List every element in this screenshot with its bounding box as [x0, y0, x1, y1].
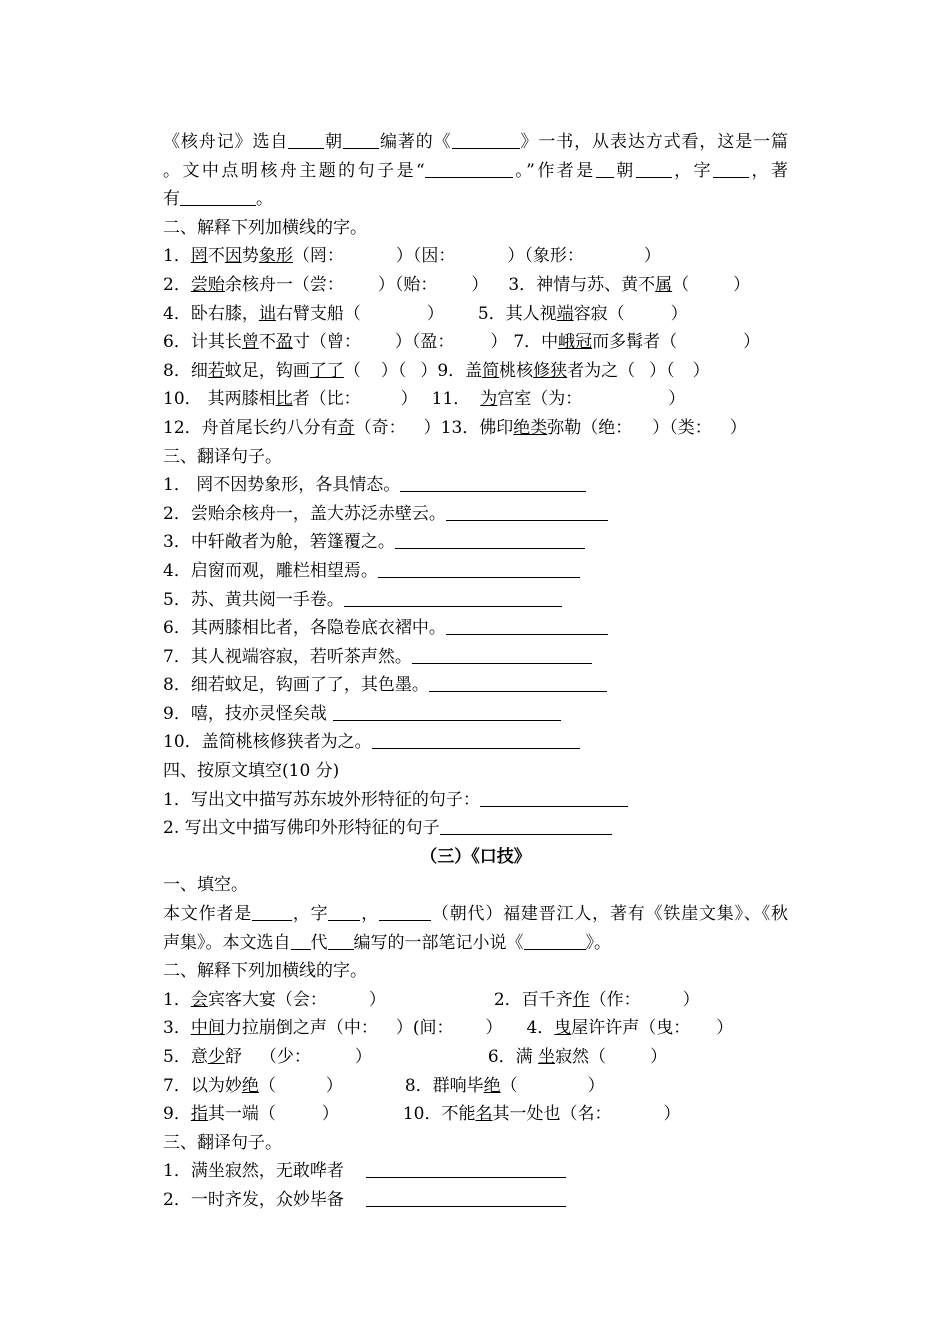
underlined-char: 会	[190, 989, 208, 1010]
explain-row-1	[163, 242, 788, 271]
item-text: 宫室（为：	[497, 389, 583, 410]
underlined-char: 属	[655, 274, 673, 295]
prompt: 2. 写出文中描写佛印外形特征的句子	[163, 818, 440, 839]
kouji-explain-row-2	[163, 1014, 788, 1043]
item-text: 其一端（	[207, 1104, 276, 1125]
item-text: 容寂（	[573, 303, 625, 324]
item-number: 1．	[163, 246, 191, 267]
sentence: 2．尝贻余核舟一，盖大苏泛赤壁云。	[163, 503, 446, 524]
hezhouji-intro-line-3	[163, 185, 788, 214]
translate-row	[163, 1157, 788, 1186]
kouji-explain-row-3	[163, 1043, 788, 1072]
answer-paren: ）	[423, 417, 441, 438]
underlined-char: 了了	[309, 360, 344, 381]
item-text: 不	[207, 246, 225, 267]
item-text: 而多髯者（	[592, 332, 678, 353]
item-text: 蚊足，钩画	[224, 360, 310, 381]
underlined-char: 指	[190, 1104, 208, 1125]
underlined-char: 绝	[241, 1075, 259, 1096]
prompt: 1．写出文中描写苏东坡外形特征的句子：	[163, 789, 480, 810]
sentence: 2．一时齐发，众妙毕备	[163, 1189, 344, 1210]
answer-paren: （作：	[589, 989, 641, 1010]
kouji-explain-row-4	[163, 1072, 788, 1101]
hezhouji-intro-line-1	[163, 128, 788, 157]
sentence: 1． 罔不因势象形，各具情态。	[163, 475, 401, 496]
answer-paren: （	[672, 274, 690, 295]
translate-row	[163, 1186, 788, 1215]
answer-paren: ）	[668, 389, 686, 410]
item-text: 细	[190, 360, 208, 381]
explain-row-4	[163, 328, 788, 357]
answer-paren: ）（	[380, 360, 407, 381]
item-text: 其人视	[505, 303, 557, 324]
intro-text: 朝	[324, 132, 344, 152]
item-number: 7．	[163, 1075, 191, 1096]
answer-paren: （罔：	[292, 246, 344, 267]
underlined-char: 少	[207, 1047, 225, 1067]
answer-blank[interactable]	[429, 673, 607, 692]
intro-text: 声集》。本文选自	[163, 932, 291, 953]
answer-paren: （	[258, 1075, 276, 1096]
underlined-char: 简	[482, 360, 500, 381]
item-text: 意	[190, 1047, 208, 1067]
sentence: 5．苏、黄共阅一手卷。	[163, 589, 344, 610]
section-heading: 三、翻译句子。	[163, 446, 282, 467]
book-blank[interactable]	[452, 130, 520, 149]
underlined-char: 绝类	[513, 417, 548, 438]
intro-text: 《核舟记》选自	[163, 132, 289, 152]
sentence: 8．细若蚊足，钩画了了，其色墨。	[163, 675, 429, 696]
answer-blank[interactable]	[395, 530, 585, 549]
item-number: 9．	[163, 1104, 191, 1125]
answer-blank[interactable]	[446, 616, 608, 635]
intro-text: 有	[163, 189, 180, 210]
section-title: （三）《口技》	[420, 846, 531, 867]
dynasty-blank[interactable]	[379, 902, 431, 921]
explain-row-6	[163, 385, 788, 414]
intro-text: ，著	[749, 160, 789, 181]
underlined-char: 端	[556, 303, 574, 324]
dynasty-blank[interactable]	[291, 931, 311, 950]
underlined-char: 象形	[258, 246, 293, 267]
sentence: 10．盖简桃核修狭者为之。	[163, 732, 372, 753]
intro-text: ，字	[671, 160, 714, 181]
intro-text: 本文作者是	[163, 904, 253, 925]
intro-text: （朝代）福建晋江人，著有《铁崖文集》、《秋	[431, 904, 789, 925]
answer-paren: ）	[716, 1018, 734, 1039]
author-blank[interactable]	[343, 130, 379, 149]
kouji-intro-line-1	[163, 900, 788, 929]
underlined-char: 曾	[241, 332, 259, 353]
translate-row	[163, 500, 788, 529]
explain-row-5	[163, 357, 788, 386]
answer-paren: ）	[587, 1075, 605, 1096]
translate-row	[163, 614, 788, 643]
answer-blank[interactable]	[378, 559, 580, 578]
item-number: 3．	[508, 274, 537, 295]
answer-paren: ）	[729, 417, 747, 438]
item-text: 神情与苏、黄不	[536, 274, 656, 295]
answer-paren: ）(间：	[395, 1018, 454, 1039]
underlined-char: 名	[475, 1104, 493, 1125]
item-text: 弥勒（绝：	[547, 417, 633, 438]
item-text: 者为之（	[567, 360, 636, 381]
sentence: 4．启窗而观，雕栏相望焉。	[163, 560, 378, 581]
translate-row	[163, 671, 788, 700]
fill-row	[163, 814, 788, 843]
answer-paren: ）	[682, 989, 700, 1010]
answer-paren: （	[500, 1075, 518, 1096]
item-number: 10．	[402, 1104, 442, 1125]
translate-row	[163, 700, 788, 729]
underlined-char: 尝	[190, 274, 208, 295]
sentence: 7．其人视端容寂，若听茶声然。	[163, 646, 412, 667]
item-text: 盖	[465, 360, 483, 381]
answer-paren: ）	[420, 360, 438, 381]
author-name-blank[interactable]	[636, 159, 672, 178]
explain-row-2	[163, 271, 788, 300]
item-text: 群响毕	[432, 1075, 484, 1096]
underlined-char: 若	[207, 360, 225, 381]
book-blank[interactable]	[524, 931, 586, 950]
item-text: 舟首尾长约八分有	[201, 417, 338, 438]
item-text: 卧右膝，	[190, 303, 259, 324]
kouji-intro-line-2	[163, 929, 788, 958]
section-heading: 二、解释下列加横线的字。	[163, 961, 367, 982]
author-blank[interactable]	[252, 902, 292, 921]
underlined-char: 中间	[190, 1018, 225, 1039]
intro-text: 。”作者是	[512, 160, 596, 181]
underlined-char: 贻	[207, 274, 225, 295]
intro-text: 编著的《	[379, 132, 452, 152]
item-text: 其一处也（名：	[492, 1104, 612, 1125]
item-number: 4．	[526, 1018, 555, 1039]
underlined-char: 诎	[258, 303, 276, 324]
underlined-char: 绝	[483, 1075, 501, 1096]
answer-blank[interactable]	[446, 502, 608, 521]
item-text: 佛印	[479, 417, 514, 438]
answer-paren: ）	[650, 1047, 668, 1067]
intro-text: 朝	[613, 160, 636, 181]
hezhouji-intro-line-2	[163, 157, 788, 186]
item-number: 7．	[513, 332, 542, 353]
translate-row	[163, 557, 788, 586]
kouji-explain-row-5	[163, 1100, 788, 1129]
answer-paren: ）（类：	[652, 417, 712, 438]
sentence: 3．中轩敞者为舱，箬篷覆之。	[163, 532, 395, 553]
answer-paren: ）（贻：	[377, 274, 438, 295]
item-text: 以为妙	[190, 1075, 242, 1096]
courtesy-name-blank[interactable]	[713, 159, 749, 178]
answer-blank[interactable]	[366, 1159, 566, 1178]
item-text: 者（比：	[292, 389, 361, 410]
answer-paren: ）	[663, 1104, 681, 1125]
answer-paren: ）	[643, 246, 661, 267]
translate-row	[163, 586, 788, 615]
underlined-char: 作	[572, 989, 590, 1010]
item-number: 9．	[437, 360, 466, 381]
answer-paren: ）（因：	[395, 246, 456, 267]
sentence: 1．满坐寂然，无敢哗者	[163, 1161, 344, 1182]
answer-paren: ）	[426, 303, 444, 324]
underlined-char: 坐	[538, 1047, 556, 1067]
author-dynasty-blank[interactable]	[596, 159, 614, 178]
underlined-char: 修狭	[533, 360, 568, 381]
answer-paren: ）	[733, 274, 751, 295]
section-heading: 二、解释下列加横线的字。	[163, 217, 367, 238]
item-text: 桃核	[499, 360, 534, 381]
intro-text: 编写的一部笔记小说《	[353, 932, 524, 953]
courtesy-name-blank[interactable]	[328, 902, 360, 921]
item-text: 不能	[441, 1104, 476, 1125]
answer-paren: ）	[325, 1075, 343, 1096]
item-number: 2．	[163, 274, 191, 295]
answer-paren: ）	[321, 1104, 339, 1125]
intro-text: ，字	[292, 904, 329, 925]
section-heading: 三、翻译句子。	[163, 1132, 282, 1153]
answer-blank[interactable]	[440, 816, 612, 835]
sentence: 9．嘻，技亦灵怪矣哉	[163, 703, 327, 724]
item-number: 11．	[431, 389, 471, 410]
translate-row	[163, 528, 788, 557]
answer-paren: （尝：	[292, 274, 344, 295]
answer-paren: ）（盈：	[394, 332, 455, 353]
theme-sentence-blank[interactable]	[425, 159, 513, 178]
kouji-explain-row-1	[163, 986, 788, 1015]
item-number: 5．	[477, 303, 506, 324]
item-number: 10．	[163, 389, 202, 410]
answer-paren: ）	[485, 1018, 503, 1039]
answer-paren: ）	[368, 989, 386, 1010]
answer-blank[interactable]	[480, 788, 628, 807]
item-text: 中	[541, 332, 559, 353]
translate-row	[163, 728, 788, 757]
underlined-char: 曳	[554, 1018, 572, 1039]
item-text: 余核舟一	[224, 274, 293, 295]
explain-row-7	[163, 414, 788, 443]
underlined-char: 比	[275, 389, 293, 410]
answer-blank[interactable]	[333, 702, 561, 721]
answer-paren: ）	[400, 389, 418, 410]
answer-paren: ）	[743, 332, 761, 353]
sentence: 6．其两膝相比者，各隐卷底衣褶中。	[163, 618, 446, 639]
item-text: 屋许许声（曳：	[571, 1018, 691, 1039]
item-number: 8．	[404, 1075, 433, 1096]
answer-paren: （少：	[259, 1047, 311, 1067]
fill-row	[163, 786, 788, 815]
worksheet-page	[163, 128, 788, 1215]
item-text: 右臂支船（	[275, 303, 361, 324]
answer-blank[interactable]	[412, 645, 592, 664]
item-text: 计其长	[190, 332, 242, 353]
underlined-char: 峨冠	[558, 332, 593, 353]
item-text: 满	[515, 1047, 539, 1067]
item-text: （奇：	[354, 417, 406, 438]
answer-blank[interactable]	[366, 1188, 566, 1207]
answer-blank[interactable]	[400, 473, 586, 492]
answer-paren: （	[343, 360, 361, 381]
editor-blank[interactable]	[328, 931, 354, 950]
answer-paren: ）（	[649, 360, 675, 381]
intro-text: 代	[310, 932, 328, 953]
answer-paren: ）	[670, 303, 688, 324]
item-text: 百千齐	[521, 989, 573, 1010]
translate-row	[163, 643, 788, 672]
item-number: 1．	[163, 989, 191, 1010]
item-number: 6．	[487, 1047, 516, 1067]
answer-paren: ）	[692, 360, 710, 381]
item-number: 13．	[440, 417, 480, 438]
item-text: 不	[258, 332, 276, 353]
underlined-char: 奇	[337, 417, 355, 438]
underlined-char: 盈	[275, 332, 293, 353]
item-number: 6．	[163, 332, 191, 353]
item-text: 寸（曾：	[292, 332, 361, 353]
explain-row-3	[163, 300, 788, 329]
item-number: 4．	[163, 303, 191, 324]
answer-paren: ）	[354, 1047, 372, 1067]
item-number: 12．	[163, 417, 202, 438]
answer-blank[interactable]	[372, 730, 580, 749]
answer-paren: ）	[490, 332, 508, 353]
intro-text: 。	[256, 189, 273, 210]
underlined-char: 为	[480, 389, 498, 410]
underlined-char: 因	[224, 246, 242, 267]
item-text: 力拉崩倒之声（中：	[224, 1018, 378, 1039]
section-heading: 一、填空。	[163, 875, 248, 896]
section-heading: 四、按原文填空(10 分)	[163, 761, 340, 782]
translate-row	[163, 471, 788, 500]
answer-blank[interactable]	[344, 588, 562, 607]
intro-text: 》一书，从表达方式看，这是一篇	[519, 132, 789, 152]
item-number: 2．	[493, 989, 522, 1010]
answer-paren: ）	[471, 274, 489, 295]
dynasty-blank[interactable]	[288, 130, 324, 149]
intro-text: 》。	[585, 932, 611, 953]
works-blank[interactable]	[180, 187, 256, 206]
answer-paren: ）（象形：	[507, 246, 584, 267]
item-text: 舒	[224, 1047, 242, 1067]
intro-text: 。文中点明核舟主题的句子是“	[163, 160, 425, 181]
item-text: 寂然（	[555, 1047, 607, 1067]
item-text: 势	[241, 246, 259, 267]
item-number: 5．	[163, 1047, 191, 1067]
underlined-char: 罔	[190, 246, 208, 267]
intro-text: ，	[360, 904, 380, 925]
item-number: 3．	[163, 1018, 191, 1039]
item-text: 其两膝相	[207, 389, 276, 410]
item-number: 8．	[163, 360, 191, 381]
item-text: 宾客大宴（会：	[207, 989, 327, 1010]
